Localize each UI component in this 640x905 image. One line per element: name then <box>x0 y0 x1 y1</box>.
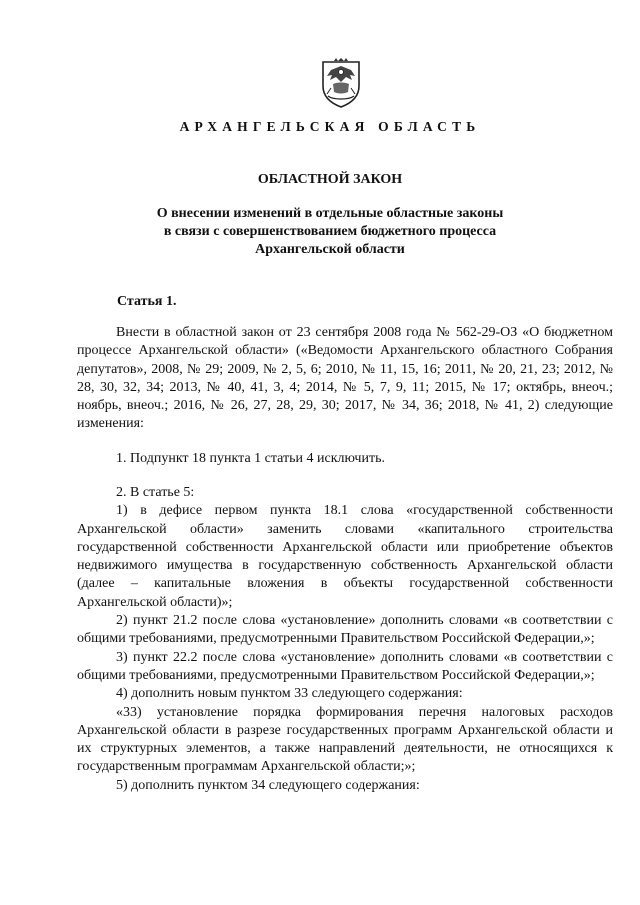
article-intro-paragraph: Внести в областной закон от 23 сентября 2008 года № 562-29-ОЗ «О бюджетном процессе Архангельской области» («Ведомости Архангельского областного Собрания депутатов», 2008, № 29; 2009, № 2, 5, 6; 2010, № 11, 15, 16; 2011, № 20, 21, 23; 2012, № 28, 30, 32, 34; 2013, № 40, 41, 3, 4; 2014, № 5, 7, 9, 11; 2015, № 17; октябрь, внеоч.; ноябрь, внеоч.; 2016, № 26, 27, 28, 29, 30; 2017, № 34, 36; 2018, № 41, 2) следующие изменения: <box>77 325 613 432</box>
coat-of-arms-icon <box>319 58 363 108</box>
subitem-2-paragraph: 2) пункт 21.2 после слова «установление» дополнить словами «в соответствии с общими требованиями, предусмотренными Правительством Российской Федерации,»; <box>77 613 613 647</box>
law-type-heading: ОБЛАСТНОЙ ЗАКОН <box>257 172 403 187</box>
item-1-block <box>77 450 613 468</box>
article-heading: Статья 1. <box>117 294 177 309</box>
subitem-5-paragraph: 5) дополнить пунктом 34 следующего содержания: <box>116 777 420 793</box>
law-title-line: О внесении изменений в отдельные областные законы <box>156 206 504 221</box>
subitem-4-paragraph: 4) дополнить новым пунктом 33 следующего содержания: <box>116 686 463 702</box>
item-1-paragraph: 1. Подпункт 18 пункта 1 статьи 4 исключить. <box>116 451 385 466</box>
region-name: АРХАНГЕЛЬСКАЯ ОБЛАСТЬ <box>179 119 481 134</box>
subitem-3-paragraph: 3) пункт 22.2 после слова «установление» дополнить словами «в соответствии с общими требованиями, предусмотренными Правительством Российской Федерации,»; <box>77 649 613 683</box>
item-2-paragraph: 2. В статье 5: <box>116 485 195 500</box>
item-2-block <box>77 484 613 795</box>
law-title <box>0 205 640 259</box>
law-title-line: Архангельской области <box>255 242 405 257</box>
law-title-line: в связи с совершенствованием бюджетного процесса <box>163 224 497 239</box>
quote-point-33-paragraph: «33) установление порядка формирования перечня налоговых расходов Архангельской области в разрезе государственных программ Архангельской области и их структурных элементов, а также направлений деятельности, не относящихся к государственным программам Архангельской области;»; <box>77 704 613 775</box>
article-intro-block <box>77 324 613 434</box>
subitem-1-paragraph: 1) в дефисе первом пункта 18.1 слова «государственной собственности Архангельской области» заменить словами «капитального строительства государственной собственности Архангельской области или приобретение объектов недвижимого имущества в государственную собственность Архангельской области (далее – капитальные вложения в объекты государственной собственности Архангельской области)»; <box>77 503 613 610</box>
